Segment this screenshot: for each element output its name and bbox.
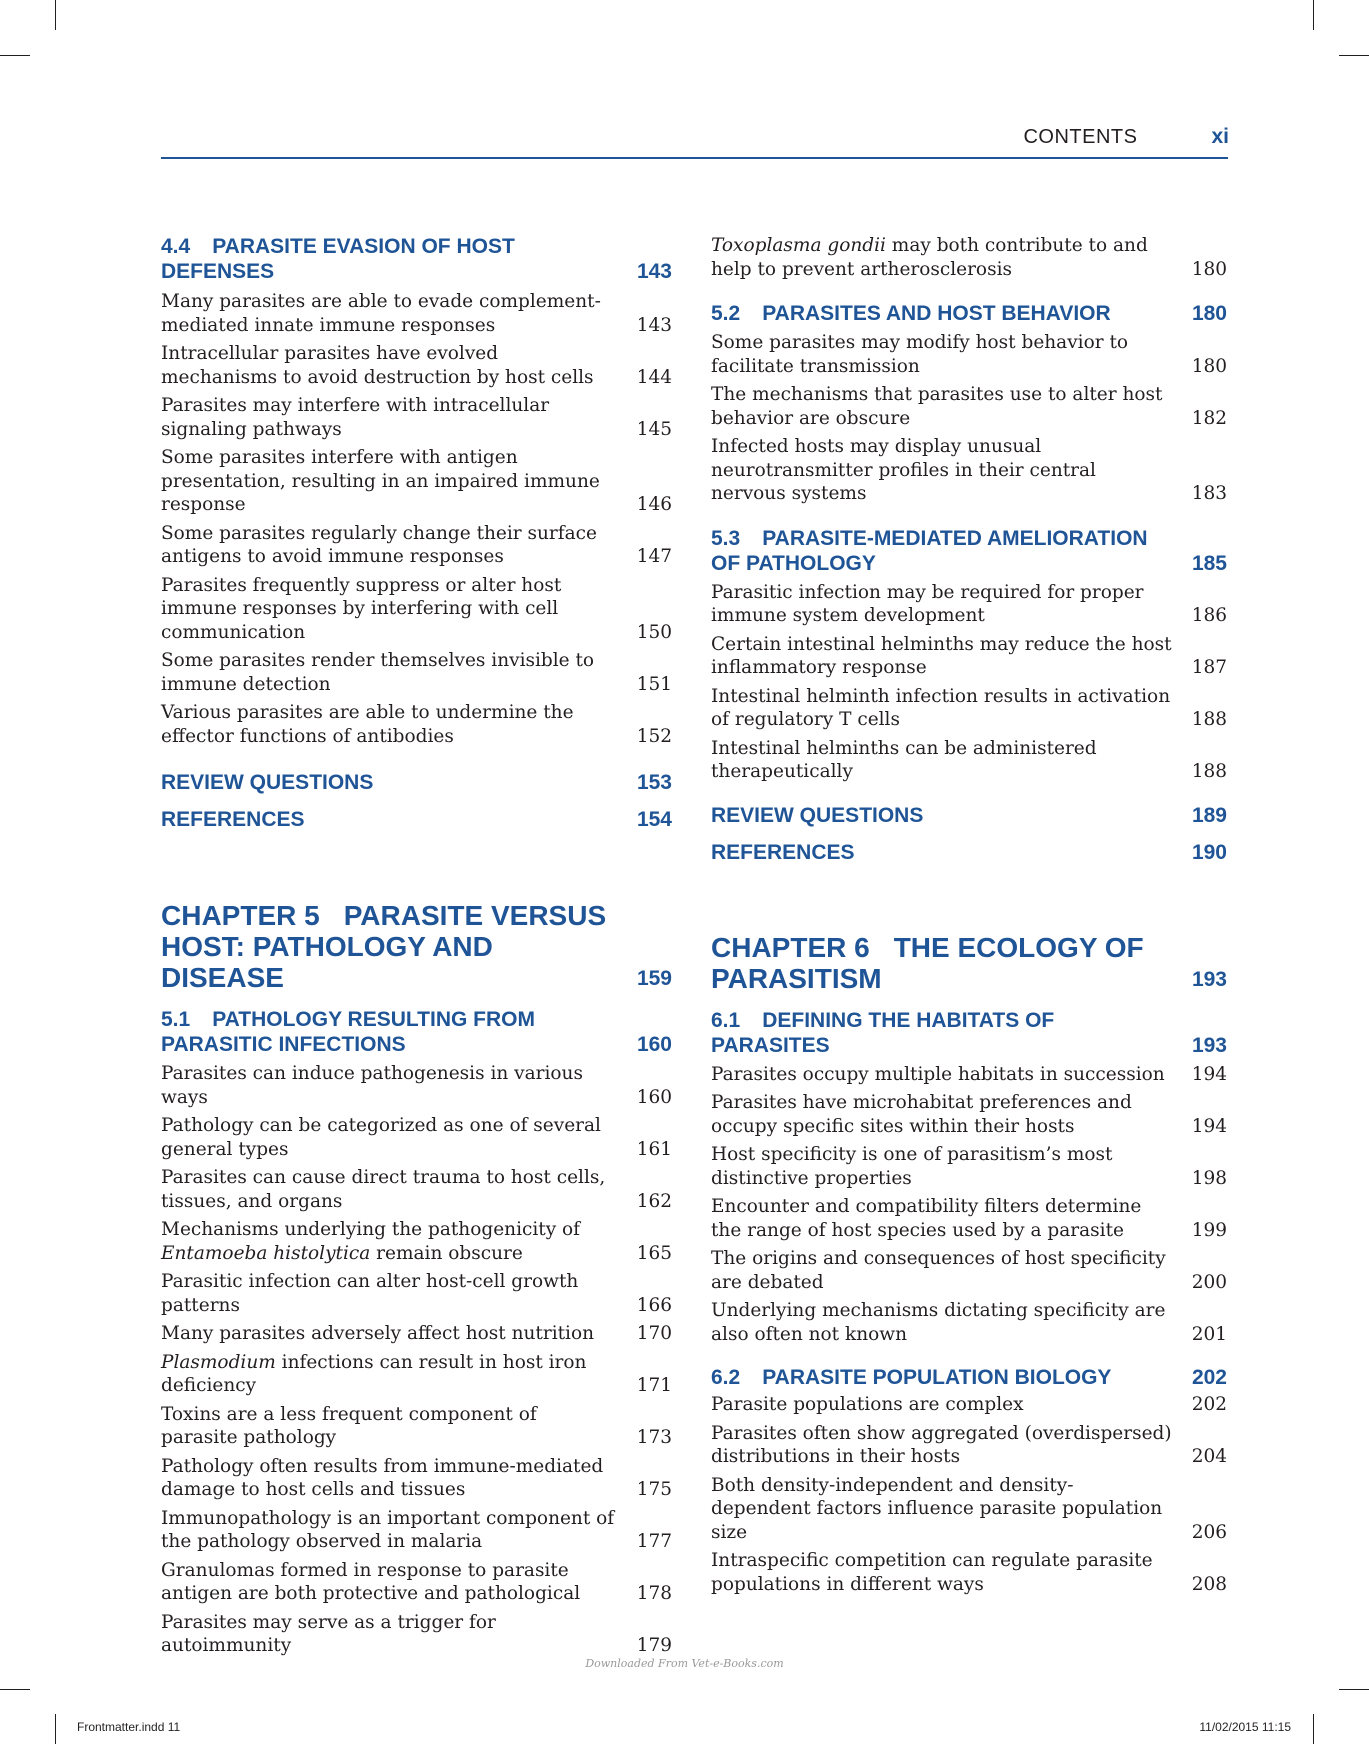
toc-chapter-5[interactable] bbox=[161, 900, 672, 993]
toc-references[interactable]: REFERENCES 154 bbox=[161, 808, 672, 831]
toc-left-column bbox=[161, 234, 672, 1663]
toc-entry[interactable]: Parasite populations are complex 202 bbox=[711, 1394, 1227, 1415]
toc-entry[interactable]: Mechanisms underlying the pathogenicity of Entamoeba histolytica remain obscure 165 bbox=[161, 1219, 672, 1264]
toc-entry[interactable]: Plasmodium infections can result in host iron deficiency 171 bbox=[161, 1351, 672, 1396]
crop-mark bbox=[0, 1689, 30, 1690]
crop-mark bbox=[0, 55, 30, 56]
toc-entry[interactable]: Many parasites are able to evade complement-mediated innate immune responses 143 bbox=[161, 291, 672, 336]
section-page: 193 bbox=[1191, 1033, 1227, 1057]
running-head-page-number: xi bbox=[1211, 125, 1229, 148]
section-page: 160 bbox=[636, 1033, 672, 1056]
section-page: 180 bbox=[1191, 302, 1227, 325]
toc-entry[interactable]: Some parasites render themselves invisible to immune detection 151 bbox=[161, 650, 672, 695]
toc-entry[interactable]: Granulomas formed in response to parasite antigen are both protective and pathological 178 bbox=[161, 1559, 672, 1604]
toc-entry[interactable]: Parasites can cause direct trauma to host cells, tissues, and organs 162 bbox=[161, 1167, 672, 1212]
section-number: 5.3 bbox=[711, 526, 741, 550]
download-watermark: Downloaded From Vet-e-Books.com bbox=[585, 1657, 784, 1670]
section-title: PARASITE EVASION OF HOST DEFENSES bbox=[161, 235, 515, 283]
toc-entry[interactable]: Some parasites regularly change their surface antigens to avoid immune responses 147 bbox=[161, 522, 672, 567]
toc-entry[interactable]: Parasitic infection can alter host-cell growth patterns 166 bbox=[161, 1271, 672, 1316]
chapter-number: CHAPTER 6 bbox=[711, 931, 870, 963]
toc-entry[interactable]: Pathology often results from immune-mediated damage to host cells and tissues 175 bbox=[161, 1455, 672, 1500]
entries-6-1 bbox=[711, 1063, 1227, 1347]
slug-timestamp: 11/02/2015 11:15 bbox=[1199, 1720, 1291, 1734]
toc-entry[interactable]: Parasites may serve as a trigger for autoimmunity 179 bbox=[161, 1611, 672, 1656]
toc-entry[interactable]: The mechanisms that parasites use to alter host behavior are obscure 182 bbox=[711, 384, 1227, 429]
entries-6-2 bbox=[711, 1393, 1227, 1596]
running-head-label: CONTENTS bbox=[1023, 126, 1138, 148]
toc-chapter-6[interactable] bbox=[711, 932, 1227, 994]
toc-entry[interactable]: The origins and consequences of host specificity are debated 200 bbox=[711, 1248, 1227, 1293]
toc-entry[interactable]: Parasitic infection may be required for proper immune system development 186 bbox=[711, 581, 1227, 626]
toc-section-5-2[interactable] bbox=[711, 301, 1227, 326]
toc-entry[interactable]: Pathology can be categorized as one of several general types 161 bbox=[161, 1115, 672, 1160]
toc-entry[interactable]: Toxoplasma gondii may both contribute to and help to prevent artherosclerosis 180 bbox=[711, 235, 1227, 280]
crop-mark bbox=[55, 1714, 56, 1744]
section-number: 6.2 bbox=[711, 1366, 741, 1389]
toc-right-column bbox=[711, 234, 1227, 1601]
toc-section-6-1[interactable] bbox=[711, 1008, 1227, 1058]
toc-entry[interactable]: Intracellular parasites have evolved mechanisms to avoid destruction by host cells 144 bbox=[161, 343, 672, 388]
toc-entry[interactable]: Parasites may interfere with intracellular signaling pathways 145 bbox=[161, 395, 672, 440]
crop-mark bbox=[1339, 1689, 1369, 1690]
toc-entry[interactable]: Intestinal helminths can be administered therapeutically 188 bbox=[711, 737, 1227, 782]
chapter-title: THE ECOLOGY OF PARASITISM bbox=[711, 931, 1144, 994]
section-page: 143 bbox=[636, 260, 672, 283]
section-number: 4.4 bbox=[161, 235, 191, 258]
section-number: 5.1 bbox=[161, 1008, 191, 1031]
section-title: PATHOLOGY RESULTING FROM PARASITIC INFECTIONS bbox=[161, 1008, 535, 1056]
crop-mark bbox=[55, 0, 56, 30]
toc-section-5-1[interactable] bbox=[161, 1007, 672, 1057]
section-title: DEFINING THE HABITATS OF PARASITES bbox=[711, 1008, 1055, 1057]
toc-entry[interactable]: Infected hosts may display unusual neurotransmitter profiles in their central nervous systems 183 bbox=[711, 436, 1227, 504]
toc-entry[interactable]: Underlying mechanisms dictating specificity are also often not known 201 bbox=[711, 1300, 1227, 1345]
toc-review-questions[interactable]: REVIEW QUESTIONS 189 bbox=[711, 803, 1227, 827]
toc-entry[interactable]: Parasites frequently suppress or alter host immune responses by interfering with cell communication 150 bbox=[161, 574, 672, 643]
chapter-page: 159 bbox=[636, 967, 672, 990]
crop-mark bbox=[1313, 0, 1314, 30]
toc-entry[interactable]: Certain intestinal helminths may reduce the host inflammatory response 187 bbox=[711, 633, 1227, 678]
toc-review-questions[interactable]: REVIEW QUESTIONS 153 bbox=[161, 771, 672, 794]
section-title: PARASITE-MEDIATED AMELIORATION OF PATHOLOGY bbox=[711, 526, 1148, 575]
toc-entry[interactable]: Encounter and compatibility filters determine the range of host species used by a parasite 199 bbox=[711, 1196, 1227, 1241]
toc-entry[interactable]: Both density-independent and density-dependent factors influence parasite population size 206 bbox=[711, 1474, 1227, 1543]
chapter-title: PARASITE VERSUS HOST: PATHOLOGY AND DISEASE bbox=[161, 900, 607, 993]
toc-entry[interactable]: Intestinal helminth infection results in activation of regulatory T cells 188 bbox=[711, 685, 1227, 730]
toc-entry[interactable]: Some parasites interfere with antigen presentation, resulting in an impaired immune response 146 bbox=[161, 447, 672, 515]
header-rule bbox=[161, 157, 1228, 159]
toc-entry[interactable]: Parasites have microhabitat preferences and occupy specific sites within their hosts 194 bbox=[711, 1092, 1227, 1137]
toc-entry[interactable]: Parasites occupy multiple habitats in succession 194 bbox=[711, 1063, 1227, 1085]
toc-section-6-2[interactable] bbox=[711, 1365, 1227, 1390]
chapter-number: CHAPTER 5 bbox=[161, 900, 320, 931]
entries-4-4 bbox=[161, 290, 672, 748]
toc-entry[interactable]: Intraspecific competition can regulate parasite populations in different ways 208 bbox=[711, 1550, 1227, 1595]
entries-5-3 bbox=[711, 581, 1227, 784]
section-title: PARASITES AND HOST BEHAVIOR bbox=[762, 302, 1111, 325]
entries-5-1 bbox=[161, 1062, 672, 1658]
section-page: 202 bbox=[1191, 1366, 1227, 1389]
crop-mark bbox=[1339, 55, 1369, 56]
section-title: PARASITE POPULATION BIOLOGY bbox=[762, 1366, 1112, 1389]
toc-references[interactable]: REFERENCES 190 bbox=[711, 840, 1227, 864]
toc-entry[interactable]: Immunopathology is an important component of the pathology observed in malaria 177 bbox=[161, 1507, 672, 1552]
section-number: 6.1 bbox=[711, 1008, 741, 1032]
toc-entry[interactable]: Toxins are a less frequent component of parasite pathology 173 bbox=[161, 1403, 672, 1448]
crop-mark bbox=[1313, 1714, 1314, 1744]
running-head bbox=[1023, 125, 1229, 149]
chapter-page: 193 bbox=[1191, 967, 1227, 991]
toc-entry[interactable]: Parasites often show aggregated (overdispersed) distributions in their hosts 204 bbox=[711, 1422, 1227, 1467]
section-page: 185 bbox=[1191, 551, 1227, 575]
toc-entry[interactable]: Parasites can induce pathogenesis in various ways 160 bbox=[161, 1063, 672, 1108]
toc-entry[interactable]: Many parasites adversely affect host nutrition 170 bbox=[161, 1323, 672, 1344]
toc-section-5-3[interactable] bbox=[711, 526, 1227, 576]
section-number: 5.2 bbox=[711, 302, 741, 325]
toc-entry[interactable]: Various parasites are able to undermine the effector functions of antibodies 152 bbox=[161, 702, 672, 747]
toc-entry[interactable]: Some parasites may modify host behavior to facilitate transmission 180 bbox=[711, 332, 1227, 377]
slug-filename: Frontmatter.indd 11 bbox=[77, 1720, 181, 1734]
toc-section-4-4[interactable] bbox=[161, 234, 672, 284]
entries-5-2 bbox=[711, 331, 1227, 506]
toc-entry[interactable]: Host specificity is one of parasitism’s most distinctive properties 198 bbox=[711, 1144, 1227, 1189]
